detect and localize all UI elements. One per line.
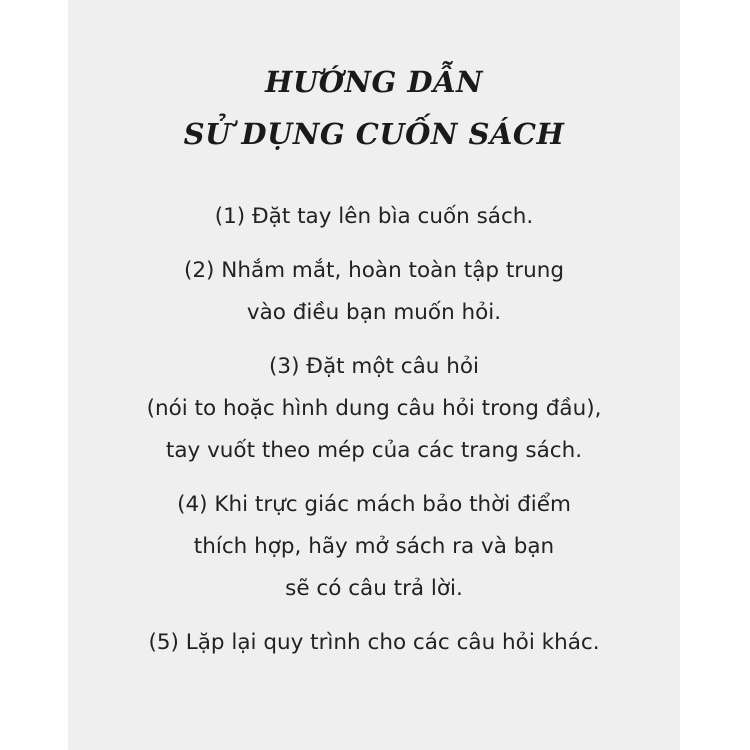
step-line: vào điều bạn muốn hỏi. [246,300,502,325]
step-line: tay vuốt theo mép của các trang sách. [165,438,583,463]
step-line: (nói to hoặc hình dung câu hỏi trong đầu), [146,396,602,421]
step-5 [68,622,680,664]
step-2 [68,250,680,334]
step-line: sẽ có câu trả lời. [285,576,463,601]
step-4 [68,484,680,610]
step-line: (3) Đặt một câu hỏi [269,354,479,379]
step-line: (5) Lặp lại quy trình cho các câu hỏi khác. [148,630,600,655]
page-title [68,56,680,160]
step-line: (4) Khi trực giác mách bảo thời điểm [177,492,571,517]
step-line: (1) Đặt tay lên bìa cuốn sách. [214,204,534,229]
instructions [68,196,680,676]
step-1 [68,196,680,238]
step-3 [68,346,680,472]
step-line: thích hợp, hãy mở sách ra và bạn [193,534,555,559]
title-line-2: SỬ DỤNG CUỐN SÁCH [183,117,565,151]
step-line: (2) Nhắm mắt, hoàn toàn tập trung [183,258,565,283]
title-line-1: HƯỚNG DẪN [265,65,483,99]
